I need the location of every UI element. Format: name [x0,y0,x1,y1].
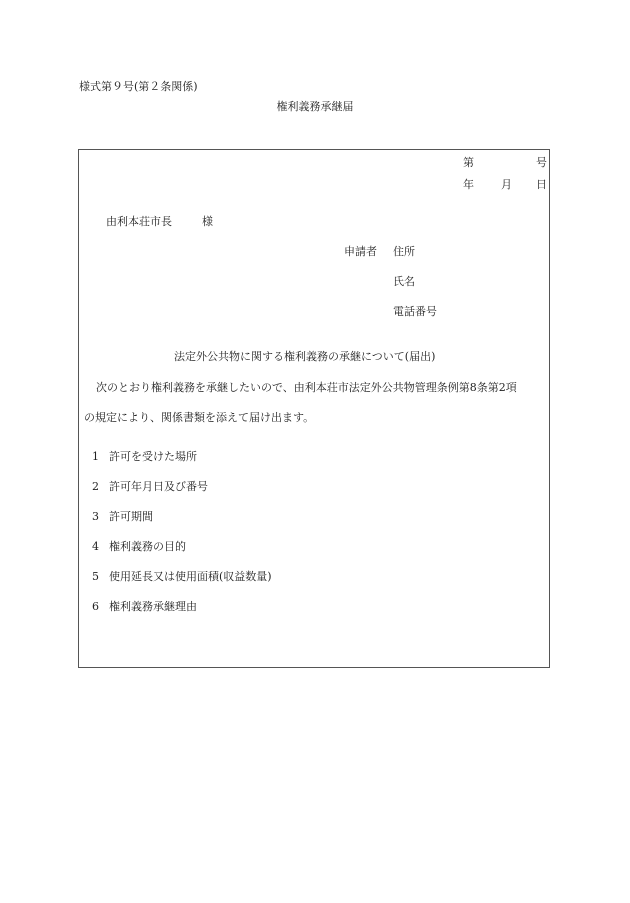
list-item [92,480,208,494]
item-number: 4 [92,540,99,553]
applicant-phone-label: 電話番号 [393,305,437,318]
item-label: 使用延長又は使用面積(収益数量) [109,570,272,583]
list-item [92,570,272,584]
subject-line: 法定外公共物に関する権利義務の承継について(届出) [174,350,436,363]
date-month-label: 月 [501,178,512,191]
item-number: 6 [92,600,99,613]
doc-number-prefix: 第 [463,156,474,169]
list-item [92,510,153,524]
item-label: 権利義務承継理由 [109,600,197,613]
applicant-name-label: 氏名 [393,275,415,288]
body-text-line-1: 次のとおり権利義務を承継したいので、由利本荘市法定外公共物管理条例第8条第2項 [96,381,517,394]
date-day-label: 日 [536,178,547,191]
doc-number-suffix: 号 [536,156,547,169]
list-item [92,450,197,464]
item-label: 権利義務の目的 [109,540,186,553]
addressee-honorific: 様 [202,215,213,228]
body-text-line-2: の規定により、関係書類を添えて届け出ます。 [84,411,315,424]
applicant-address-label: 住所 [393,245,415,258]
form-number-label: 様式第９号(第２条関係) [79,80,198,93]
list-item [92,600,197,614]
item-label: 許可年月日及び番号 [109,480,208,493]
item-number: 1 [92,450,99,463]
addressee-name: 由利本荘市長 [106,215,172,228]
date-year-label: 年 [463,178,474,191]
item-number: 5 [92,570,99,583]
item-label: 許可期間 [109,510,153,523]
list-item [92,540,186,554]
item-label: 許可を受けた場所 [109,450,197,463]
applicant-label: 申請者 [344,245,377,258]
item-number: 2 [92,480,99,493]
document-title: 権利義務承継届 [276,100,354,113]
item-number: 3 [92,510,99,523]
